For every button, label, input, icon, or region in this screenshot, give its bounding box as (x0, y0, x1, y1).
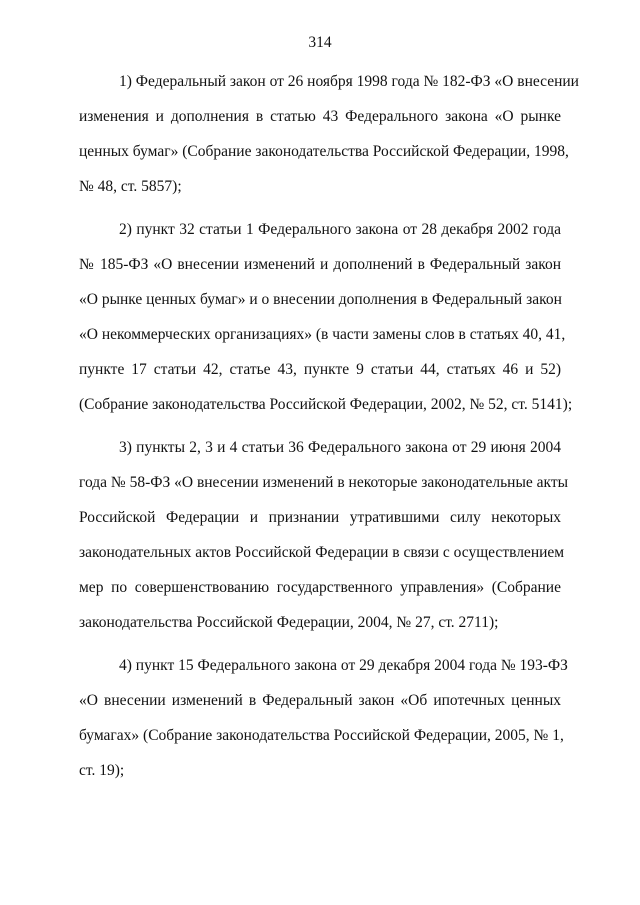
text-line: Российской Федерации и признании утратившими силу некоторых (79, 509, 561, 526)
document-body (79, 64, 579, 796)
text-line: законодательства Российской Федерации, 2004, № 27, ст. 2711); (79, 614, 499, 631)
text-line: мер по совершенствованию государственного управления» (Собрание (79, 579, 561, 596)
text-line: 3) пункты 2, 3 и 4 статьи 36 Федерального закона от 29 июня 2004 (119, 439, 561, 456)
text-line: «О внесении изменений в Федеральный закон «Об ипотечных ценных (79, 692, 561, 709)
text-line: «О некоммерческих организациях» (в части замены слов в статьях 40, 41, (79, 326, 566, 343)
text-line: «О рынке ценных бумаг» и о внесении дополнения в Федеральный закон (79, 291, 562, 308)
text-line: ценных бумаг» (Собрание законодательства Российской Федерации, 1998, (79, 143, 569, 160)
paragraph-3 (79, 430, 569, 640)
text-line: пункте 17 статьи 42, статье 43, пункте 9 статьи 44, статьях 46 и 52) (79, 361, 561, 378)
text-line: бумагах» (Собрание законодательства Российской Федерации, 2005, № 1, (79, 727, 564, 744)
paragraph-4 (79, 648, 568, 788)
text-line: № 48, ст. 5857); (79, 178, 182, 195)
text-line: законодательных актов Российской Федерации в связи с осуществлением (79, 544, 565, 561)
text-line: № 185-ФЗ «О внесении изменений и дополнений в Федеральный закон (79, 256, 561, 273)
text-line: 1) Федеральный закон от 26 ноября 1998 года № 182-ФЗ «О внесении (119, 73, 579, 90)
page-number: 314 (308, 34, 332, 51)
text-line: 4) пункт 15 Федерального закона от 29 декабря 2004 года № 193-ФЗ (119, 657, 568, 674)
text-line: изменения и дополнения в статью 43 Федерального закона «О рынке (79, 108, 561, 125)
paragraph-2 (79, 212, 573, 422)
text-line: (Собрание законодательства Российской Федерации, 2002, № 52, ст. 5141); (79, 396, 573, 413)
text-line: года № 58-ФЗ «О внесении изменений в некоторые законодательные акты (79, 474, 569, 491)
text-line: ст. 19); (79, 762, 125, 779)
paragraph-1 (79, 64, 579, 204)
text-line: 2) пункт 32 статьи 1 Федерального закона от 28 декабря 2002 года (119, 221, 561, 238)
